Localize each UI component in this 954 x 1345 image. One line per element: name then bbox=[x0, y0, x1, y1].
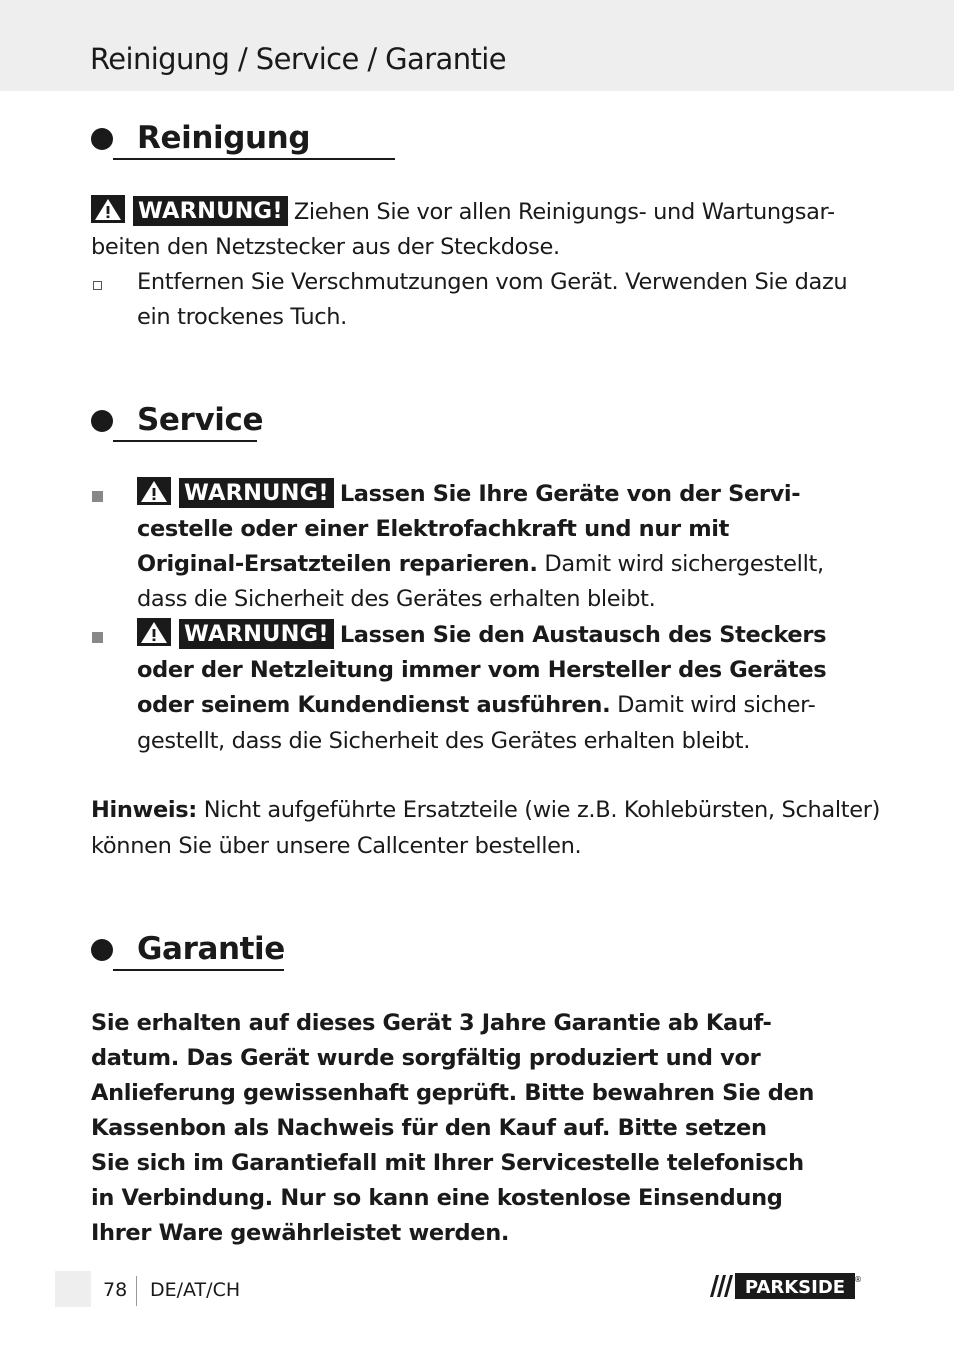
warranty-line: in Verbindung. Nur so kann eine kostenlose Einsendung bbox=[91, 1185, 783, 1211]
paragraph-line bbox=[137, 653, 826, 688]
registered-mark: ® bbox=[854, 1275, 862, 1284]
warning-triangle-icon bbox=[91, 195, 125, 223]
page-title: Reinigung / Service / Garantie bbox=[90, 42, 506, 76]
warning-text: Ziehen Sie vor allen Reinigungs- und Wartungsar- bbox=[293, 199, 835, 225]
warning-text-bold: oder der Netzleitung immer vom Hersteller des Gerätes bbox=[137, 657, 827, 683]
paragraph-line bbox=[137, 512, 729, 547]
section-title: Service bbox=[137, 402, 264, 438]
warning-text-bold: Lassen Sie den Austausch des Steckers bbox=[339, 622, 827, 648]
list-item: Entfernen Sie Verschmutzungen vom Gerät. Verwenden Sie dazu bbox=[137, 269, 848, 295]
warranty-line: Sie erhalten auf dieses Gerät 3 Jahre Garantie ab Kauf- bbox=[91, 1010, 772, 1036]
warning-triangle-icon bbox=[137, 618, 171, 646]
warning-text-bold: oder seinem Kundendienst ausführen. bbox=[137, 692, 611, 718]
bullet-dot-icon bbox=[91, 410, 113, 432]
paragraph-line: dass die Sicherheit des Gerätes erhalten bleibt. bbox=[137, 586, 656, 612]
page-number: 78 bbox=[103, 1279, 128, 1301]
heading-underline bbox=[113, 969, 284, 971]
warranty-line: Ihrer Ware gewährleistet werden. bbox=[91, 1220, 510, 1246]
heading-underline bbox=[113, 158, 395, 160]
warranty-line: datum. Das Gerät wurde sorgfältig produziert und vor bbox=[91, 1045, 761, 1071]
warranty-line: Kassenbon als Nachweis für den Kauf auf. Bitte setzen bbox=[91, 1115, 767, 1141]
footer-divider bbox=[136, 1276, 137, 1306]
square-bullet-icon bbox=[92, 491, 103, 502]
footer-tab bbox=[55, 1271, 91, 1307]
checkbox-bullet-icon bbox=[93, 281, 102, 290]
list-item-continuation: ein trockenes Tuch. bbox=[137, 304, 347, 330]
note-paragraph bbox=[91, 793, 880, 828]
paragraph-line: beiten den Netzstecker aus der Steckdose. bbox=[91, 234, 560, 260]
square-bullet-icon bbox=[92, 632, 103, 643]
warning-badge: WARNUNG! bbox=[179, 478, 334, 508]
warning-text-bold: Original-Ersatzteilen reparieren. bbox=[137, 551, 538, 577]
section-title: Garantie bbox=[137, 931, 285, 967]
bullet-dot-icon bbox=[91, 128, 113, 150]
warning-badge: WARNUNG! bbox=[179, 619, 334, 649]
warning-badge: WARNUNG! bbox=[133, 196, 288, 226]
region-code: DE/AT/CH bbox=[150, 1279, 241, 1301]
section-title: Reinigung bbox=[137, 120, 311, 156]
brand-text: PARKSIDE bbox=[744, 1277, 846, 1298]
note-label: Hinweis: bbox=[91, 797, 197, 823]
note-text: Nicht aufgeführte Ersatzteile (wie z.B. Kohlebürsten, Schalter) bbox=[203, 797, 881, 823]
paragraph-line bbox=[137, 547, 824, 582]
note-text-continuation: können Sie über unsere Callcenter bestellen. bbox=[91, 833, 582, 859]
warning-text-bold: cestelle oder einer Elektrofachkraft und nur mit bbox=[137, 516, 730, 542]
paragraph-line: gestellt, dass die Sicherheit des Gerätes erhalten bleibt. bbox=[137, 728, 751, 754]
warning-text-bold: Lassen Sie Ihre Geräte von der Servi- bbox=[339, 481, 801, 507]
warning-triangle-icon bbox=[137, 477, 171, 505]
warning-paragraph bbox=[91, 195, 835, 230]
parkside-logo bbox=[706, 1273, 862, 1299]
paragraph-text: Damit wird sichergestellt, bbox=[544, 551, 824, 577]
paragraph-line bbox=[137, 688, 815, 723]
service-warning-1 bbox=[137, 477, 800, 512]
paragraph-text: Damit wird sicher- bbox=[617, 692, 816, 718]
heading-underline bbox=[113, 440, 257, 442]
bullet-dot-icon bbox=[91, 939, 113, 961]
warranty-line: Anlieferung gewissenhaft geprüft. Bitte bewahren Sie den bbox=[91, 1080, 815, 1106]
warranty-line: Sie sich im Garantiefall mit Ihrer Servicestelle telefonisch bbox=[91, 1150, 804, 1176]
service-warning-2 bbox=[137, 618, 826, 653]
